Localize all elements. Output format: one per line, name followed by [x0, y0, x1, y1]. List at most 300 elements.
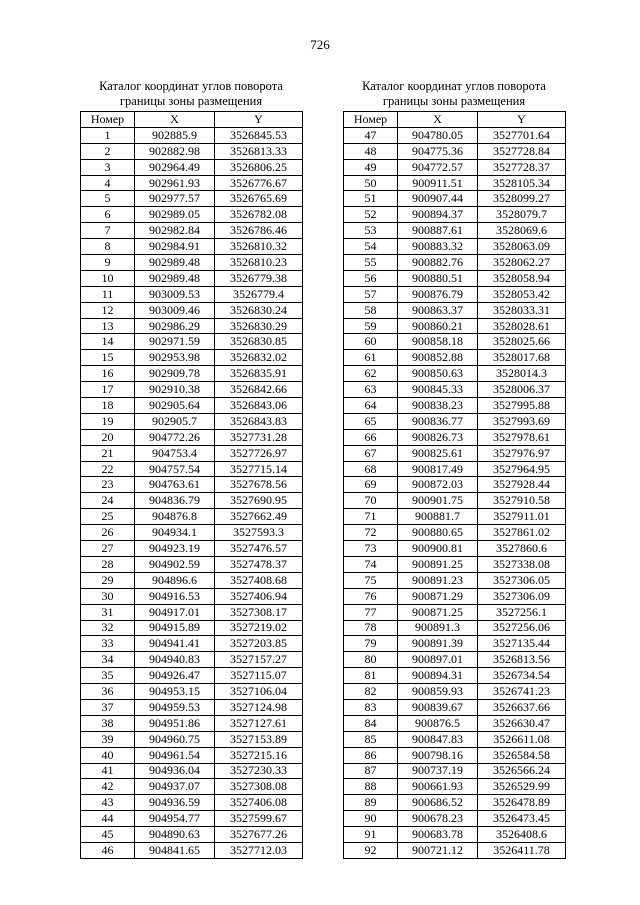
cell-number: 85: [344, 731, 398, 747]
table-body: [81, 127, 303, 858]
table-row: [81, 318, 303, 334]
cell-number: 46: [81, 842, 135, 858]
cell-x: 900661.93: [398, 779, 478, 795]
cell-x: 900880.51: [398, 270, 478, 286]
table-row: [344, 795, 566, 811]
cell-number: 16: [81, 366, 135, 382]
table-row: [344, 493, 566, 509]
cell-x: 900838.23: [398, 398, 478, 414]
cell-number: 22: [81, 461, 135, 477]
cell-number: 34: [81, 652, 135, 668]
caption-line-1: Каталог координат углов поворота: [362, 79, 546, 93]
cell-x: 900686.52: [398, 795, 478, 811]
cell-y: 3526842.66: [215, 382, 303, 398]
table-row: [81, 239, 303, 255]
cell-y: 3527976.97: [478, 445, 566, 461]
cell-y: 3526637.66: [478, 699, 566, 715]
cell-number: 17: [81, 382, 135, 398]
cell-x: 900817.49: [398, 461, 478, 477]
cell-number: 53: [344, 223, 398, 239]
cell-y: 3527911.01: [478, 509, 566, 525]
cell-number: 77: [344, 604, 398, 620]
caption-line-1: Каталог координат углов поворота: [99, 79, 283, 93]
cell-x: 904902.59: [135, 556, 215, 572]
cell-number: 20: [81, 429, 135, 445]
cell-y: 3526611.08: [478, 731, 566, 747]
table-row: [344, 223, 566, 239]
cell-y: 3528053.42: [478, 286, 566, 302]
table-row: [344, 127, 566, 143]
cell-number: 70: [344, 493, 398, 509]
table-row: [81, 413, 303, 429]
cell-number: 13: [81, 318, 135, 334]
cell-x: 903009.53: [135, 286, 215, 302]
header-x: X: [398, 112, 478, 128]
cell-number: 10: [81, 270, 135, 286]
cell-x: 900911.51: [398, 175, 478, 191]
cell-x: 900871.29: [398, 588, 478, 604]
table-row: [344, 445, 566, 461]
table-row: [344, 668, 566, 684]
cell-y: 3528014.3: [478, 366, 566, 382]
cell-y: 3527701.64: [478, 127, 566, 143]
cell-y: 3526832.02: [215, 350, 303, 366]
table-row: [81, 699, 303, 715]
table-row: [344, 572, 566, 588]
cell-x: 900881.7: [398, 509, 478, 525]
cell-number: 79: [344, 636, 398, 652]
cell-x: 904916.53: [135, 588, 215, 604]
cell-y: 3527230.33: [215, 763, 303, 779]
cell-x: 900901.75: [398, 493, 478, 509]
table-row: [344, 715, 566, 731]
cell-y: 3527115.07: [215, 668, 303, 684]
cell-x: 900894.37: [398, 207, 478, 223]
table-row: [81, 509, 303, 525]
table-row: [81, 763, 303, 779]
cell-number: 78: [344, 620, 398, 636]
coordinates-table: [343, 111, 566, 859]
table-row: [344, 382, 566, 398]
table-row: [344, 699, 566, 715]
cell-y: 3527726.97: [215, 445, 303, 461]
cell-y: 3528028.61: [478, 318, 566, 334]
cell-y: 3528079.7: [478, 207, 566, 223]
table-row: [344, 255, 566, 271]
cell-y: 3526810.32: [215, 239, 303, 255]
cell-number: 40: [81, 747, 135, 763]
cell-number: 65: [344, 413, 398, 429]
cell-x: 900891.23: [398, 572, 478, 588]
cell-x: 902971.59: [135, 334, 215, 350]
table-row: [81, 461, 303, 477]
cell-y: 3527728.37: [478, 159, 566, 175]
cell-y: 3526813.56: [478, 652, 566, 668]
cell-number: 24: [81, 493, 135, 509]
table-row: [344, 525, 566, 541]
table-row: [81, 207, 303, 223]
cell-x: 900880.65: [398, 525, 478, 541]
cell-number: 42: [81, 779, 135, 795]
cell-x: 904772.26: [135, 429, 215, 445]
table-row: [81, 175, 303, 191]
cell-number: 84: [344, 715, 398, 731]
cell-number: 19: [81, 413, 135, 429]
table-row: [81, 143, 303, 159]
cell-x: 904917.01: [135, 604, 215, 620]
cell-y: 3526806.25: [215, 159, 303, 175]
table-row: [81, 795, 303, 811]
table-row: [81, 652, 303, 668]
cell-y: 3527219.02: [215, 620, 303, 636]
table-row: [81, 572, 303, 588]
cell-y: 3526835.91: [215, 366, 303, 382]
cell-x: 904841.65: [135, 842, 215, 858]
cell-y: 3526478.89: [478, 795, 566, 811]
cell-x: 902961.93: [135, 175, 215, 191]
cell-x: 902885.9: [135, 127, 215, 143]
table-row: [81, 779, 303, 795]
table-row: [81, 747, 303, 763]
cell-y: 3526843.83: [215, 413, 303, 429]
cell-y: 3528105.34: [478, 175, 566, 191]
cell-x: 904923.19: [135, 541, 215, 557]
cell-y: 3527978.61: [478, 429, 566, 445]
cell-x: 900882.76: [398, 255, 478, 271]
coordinates-block-right: [343, 79, 565, 859]
table-row: [81, 827, 303, 843]
table-body: [344, 127, 566, 858]
cell-y: 3528063.09: [478, 239, 566, 255]
table-row: [81, 715, 303, 731]
cell-y: 3527599.67: [215, 811, 303, 827]
cell-x: 902977.57: [135, 191, 215, 207]
cell-y: 3526566.24: [478, 763, 566, 779]
cell-y: 3527256.1: [478, 604, 566, 620]
cell-y: 3527593.3: [215, 525, 303, 541]
table-row: [81, 588, 303, 604]
table-row: [81, 684, 303, 700]
cell-y: 3526845.53: [215, 127, 303, 143]
table-row: [81, 445, 303, 461]
cell-x: 902964.49: [135, 159, 215, 175]
caption-line-2: границы зоны размещения: [119, 93, 263, 108]
page-number: 726: [310, 37, 330, 52]
coordinates-block-left: [80, 79, 302, 859]
cell-number: 4: [81, 175, 135, 191]
cell-number: 56: [344, 270, 398, 286]
cell-y: 3528017.68: [478, 350, 566, 366]
cell-y: 3526779.4: [215, 286, 303, 302]
cell-x: 904953.15: [135, 684, 215, 700]
cell-y: 3526782.08: [215, 207, 303, 223]
cell-y: 3527308.17: [215, 604, 303, 620]
cell-x: 900852.88: [398, 350, 478, 366]
cell-y: 3526734.54: [478, 668, 566, 684]
cell-y: 3526786.46: [215, 223, 303, 239]
cell-number: 23: [81, 477, 135, 493]
table-row: [344, 413, 566, 429]
table-row: [81, 382, 303, 398]
cell-number: 3: [81, 159, 135, 175]
cell-x: 904876.8: [135, 509, 215, 525]
cell-x: 902953.98: [135, 350, 215, 366]
cell-y: 3526779.38: [215, 270, 303, 286]
table-row: [344, 334, 566, 350]
cell-number: 58: [344, 302, 398, 318]
cell-number: 29: [81, 572, 135, 588]
cell-x: 900683.78: [398, 827, 478, 843]
cell-number: 91: [344, 827, 398, 843]
cell-y: 3527135.44: [478, 636, 566, 652]
cell-y: 3526584.58: [478, 747, 566, 763]
table-row: [344, 779, 566, 795]
cell-x: 902989.48: [135, 255, 215, 271]
cell-x: 900737.19: [398, 763, 478, 779]
table-row: [81, 127, 303, 143]
table-row: [344, 588, 566, 604]
cell-number: 9: [81, 255, 135, 271]
cell-y: 3528069.6: [478, 223, 566, 239]
table-row: [81, 477, 303, 493]
cell-number: 60: [344, 334, 398, 350]
cell-x: 900721.12: [398, 842, 478, 858]
cell-number: 50: [344, 175, 398, 191]
cell-number: 61: [344, 350, 398, 366]
cell-number: 72: [344, 525, 398, 541]
cell-x: 900836.77: [398, 413, 478, 429]
cell-x: 900825.61: [398, 445, 478, 461]
cell-number: 41: [81, 763, 135, 779]
cell-x: 902909.78: [135, 366, 215, 382]
cell-y: 3526830.24: [215, 302, 303, 318]
cell-x: 904937.07: [135, 779, 215, 795]
table-row: [344, 684, 566, 700]
cell-y: 3526473.45: [478, 811, 566, 827]
table-row: [344, 827, 566, 843]
cell-y: 3527690.95: [215, 493, 303, 509]
cell-x: 904940.83: [135, 652, 215, 668]
cell-number: 48: [344, 143, 398, 159]
table-row: [344, 159, 566, 175]
cell-x: 900858.18: [398, 334, 478, 350]
cell-number: 87: [344, 763, 398, 779]
cell-x: 900907.44: [398, 191, 478, 207]
cell-number: 76: [344, 588, 398, 604]
cell-number: 54: [344, 239, 398, 255]
cell-number: 66: [344, 429, 398, 445]
cell-number: 32: [81, 620, 135, 636]
cell-y: 3528033.31: [478, 302, 566, 318]
cell-x: 900839.67: [398, 699, 478, 715]
cell-x: 902905.64: [135, 398, 215, 414]
cell-number: 25: [81, 509, 135, 525]
cell-y: 3527306.09: [478, 588, 566, 604]
cell-number: 26: [81, 525, 135, 541]
table-row: [81, 731, 303, 747]
cell-number: 7: [81, 223, 135, 239]
cell-x: 904959.53: [135, 699, 215, 715]
table-row: [344, 509, 566, 525]
cell-y: 3527215.16: [215, 747, 303, 763]
cell-x: 904753.4: [135, 445, 215, 461]
cell-x: 900876.79: [398, 286, 478, 302]
table-row: [344, 461, 566, 477]
cell-y: 3526776.67: [215, 175, 303, 191]
table-row: [81, 350, 303, 366]
cell-x: 900883.32: [398, 239, 478, 255]
cell-y: 3527256.06: [478, 620, 566, 636]
table-row: [344, 763, 566, 779]
cell-y: 3527203.85: [215, 636, 303, 652]
table-row: [344, 207, 566, 223]
table-row: [344, 731, 566, 747]
cell-x: 902986.29: [135, 318, 215, 334]
cell-x: 900891.3: [398, 620, 478, 636]
cell-x: 903009.46: [135, 302, 215, 318]
cell-y: 3528062.27: [478, 255, 566, 271]
cell-number: 35: [81, 668, 135, 684]
table-row: [344, 270, 566, 286]
cell-y: 3527153.89: [215, 731, 303, 747]
cell-number: 57: [344, 286, 398, 302]
table-row: [344, 318, 566, 334]
cell-y: 3526529.99: [478, 779, 566, 795]
coordinates-table: [80, 111, 303, 859]
cell-x: 900850.63: [398, 366, 478, 382]
table-row: [344, 398, 566, 414]
cell-y: 3527728.84: [478, 143, 566, 159]
cell-number: 51: [344, 191, 398, 207]
cell-number: 59: [344, 318, 398, 334]
cell-y: 3526813.33: [215, 143, 303, 159]
cell-x: 900871.25: [398, 604, 478, 620]
cell-x: 900845.33: [398, 382, 478, 398]
cell-number: 67: [344, 445, 398, 461]
cell-y: 3527408.68: [215, 572, 303, 588]
cell-x: 900859.93: [398, 684, 478, 700]
table-row: [81, 604, 303, 620]
cell-number: 86: [344, 747, 398, 763]
table-row: [81, 159, 303, 175]
table-row: [81, 302, 303, 318]
cell-y: 3527993.69: [478, 413, 566, 429]
cell-x: 904960.75: [135, 731, 215, 747]
cell-number: 36: [81, 684, 135, 700]
cell-x: 900887.61: [398, 223, 478, 239]
cell-number: 73: [344, 541, 398, 557]
cell-number: 89: [344, 795, 398, 811]
cell-x: 900891.39: [398, 636, 478, 652]
cell-x: 900798.16: [398, 747, 478, 763]
table-row: [81, 191, 303, 207]
cell-x: 900860.21: [398, 318, 478, 334]
cell-x: 904961.54: [135, 747, 215, 763]
cell-number: 90: [344, 811, 398, 827]
cell-number: 8: [81, 239, 135, 255]
cell-y: 3526810.23: [215, 255, 303, 271]
cell-y: 3527106.04: [215, 684, 303, 700]
cell-number: 83: [344, 699, 398, 715]
cell-number: 18: [81, 398, 135, 414]
cell-x: 904954.77: [135, 811, 215, 827]
cell-number: 12: [81, 302, 135, 318]
table-header-row: [81, 112, 303, 128]
table-row: [344, 175, 566, 191]
table-row: [344, 620, 566, 636]
table-row: [81, 270, 303, 286]
cell-number: 5: [81, 191, 135, 207]
cell-y: 3528006.37: [478, 382, 566, 398]
table-row: [81, 366, 303, 382]
cell-number: 14: [81, 334, 135, 350]
cell-y: 3527715.14: [215, 461, 303, 477]
table-header-row: [344, 112, 566, 128]
cell-x: 900876.5: [398, 715, 478, 731]
cell-x: 902910.38: [135, 382, 215, 398]
cell-number: 15: [81, 350, 135, 366]
table-row: [81, 255, 303, 271]
table-row: [344, 429, 566, 445]
cell-y: 3526765.69: [215, 191, 303, 207]
cell-y: 3527712.03: [215, 842, 303, 858]
cell-number: 30: [81, 588, 135, 604]
cell-y: 3527478.37: [215, 556, 303, 572]
cell-number: 11: [81, 286, 135, 302]
table-row: [344, 286, 566, 302]
cell-x: 900678.23: [398, 811, 478, 827]
table-row: [344, 604, 566, 620]
cell-number: 21: [81, 445, 135, 461]
table-row: [344, 350, 566, 366]
table-row: [344, 239, 566, 255]
cell-x: 904936.59: [135, 795, 215, 811]
cell-y: 3526408.6: [478, 827, 566, 843]
cell-y: 3527406.08: [215, 795, 303, 811]
cell-y: 3528099.27: [478, 191, 566, 207]
table-row: [81, 286, 303, 302]
cell-y: 3527731.28: [215, 429, 303, 445]
cell-x: 904941.41: [135, 636, 215, 652]
cell-x: 904772.57: [398, 159, 478, 175]
cell-number: 69: [344, 477, 398, 493]
cell-x: 904775.36: [398, 143, 478, 159]
cell-number: 45: [81, 827, 135, 843]
cell-y: 3527964.95: [478, 461, 566, 477]
cell-y: 3527861.02: [478, 525, 566, 541]
cell-x: 902905.7: [135, 413, 215, 429]
cell-y: 3527928.44: [478, 477, 566, 493]
header-number: Номер: [344, 112, 398, 128]
cell-number: 74: [344, 556, 398, 572]
cell-x: 902989.48: [135, 270, 215, 286]
header-x: X: [135, 112, 215, 128]
cell-x: 900894.31: [398, 668, 478, 684]
cell-x: 904780.05: [398, 127, 478, 143]
table-row: [344, 541, 566, 557]
cell-y: 3526830.29: [215, 318, 303, 334]
cell-number: 43: [81, 795, 135, 811]
cell-x: 904934.1: [135, 525, 215, 541]
cell-x: 902989.05: [135, 207, 215, 223]
cell-y: 3527127.61: [215, 715, 303, 731]
cell-y: 3527308.08: [215, 779, 303, 795]
cell-y: 3527910.58: [478, 493, 566, 509]
cell-y: 3526830.85: [215, 334, 303, 350]
table-row: [344, 747, 566, 763]
table-row: [81, 429, 303, 445]
cell-x: 900872.03: [398, 477, 478, 493]
